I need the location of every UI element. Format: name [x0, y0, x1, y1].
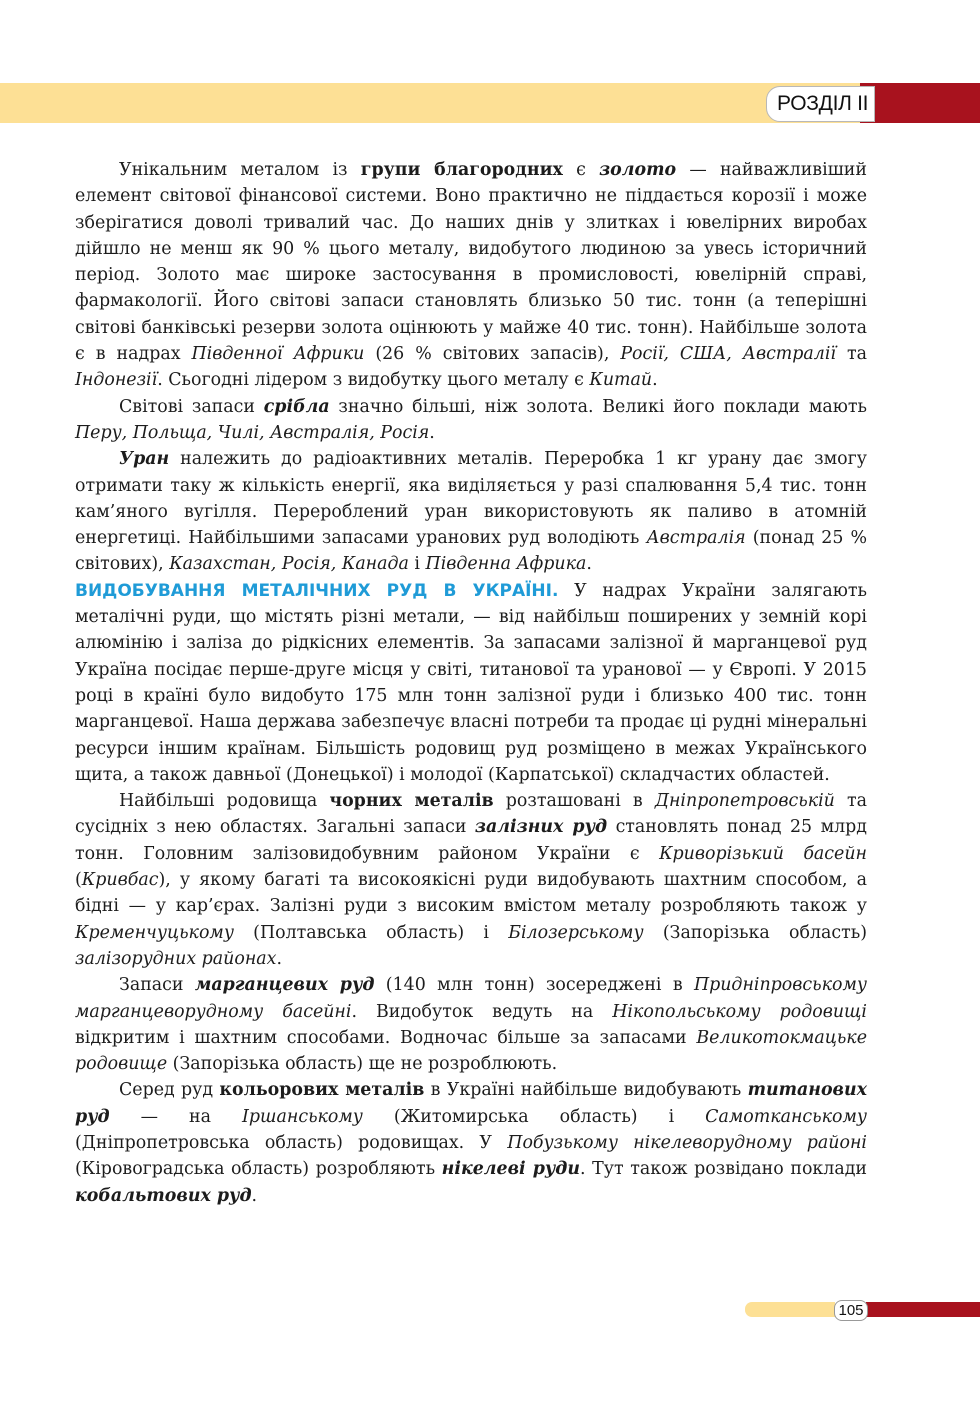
text: значно більші, ніж золота. Великі його поклади мають [329, 396, 867, 417]
paragraph-uranium [75, 446, 867, 577]
section-heading: ВИДОБУВАННЯ МЕТАЛІЧНИХ РУД В УКРАЇНІ. [75, 580, 559, 601]
text: . [276, 948, 283, 969]
text: Запаси [119, 975, 195, 996]
page-body [75, 157, 867, 1209]
place-name: Австралія [646, 528, 746, 549]
paragraph-nonferrous [75, 1077, 867, 1208]
text: належить до радіоактивних металів. Переробка 1 кг урану дає змогу отримати таку ж кількість енергії, яка виділяється у разі спалювання 5,4 тис. тонн кам’яного вугілля. Перероблений уран використовують як паливо в атомній енергетиці. Найбільшими запасами уранових руд володіють [75, 449, 867, 549]
text: . [251, 1185, 258, 1206]
place-name: Росії, США, Австралії [620, 344, 836, 365]
place-name: Китай [589, 370, 653, 391]
text: (Житомирська область) і [362, 1106, 706, 1127]
place-name: Кривбас [81, 870, 159, 891]
text: . Видобуток ведуть на [351, 1001, 613, 1022]
text: та сусідніх з нею областях. Загальні запаси [75, 791, 867, 838]
text: . [652, 370, 658, 391]
place-name: Іршанському [242, 1106, 363, 1127]
key-term: залізних руд [474, 817, 608, 838]
text: (Полтавська область) і [233, 922, 509, 943]
text: — на [109, 1106, 243, 1127]
key-term: нікелеві руди [441, 1159, 581, 1180]
text: та [836, 344, 867, 365]
key-term: Уран [119, 449, 170, 470]
footer-accent [866, 1302, 980, 1317]
paragraph-gold [75, 157, 867, 394]
place-name: Перу, Польща, Чилі, Австралія, Росія [75, 422, 430, 443]
text: . Тут також розвідано поклади [580, 1159, 867, 1180]
place-name: Казахстан, Росія, Канада [169, 554, 409, 575]
text: відкритим і шахтним способами. Водночас більше за запасами [75, 1027, 697, 1048]
header-accent [860, 83, 980, 123]
text: (Запорізька область) ще не розроблюють. [167, 1054, 558, 1075]
key-term: золото [599, 160, 677, 180]
text: і [408, 554, 426, 575]
place-name: Кременчуцькому [75, 922, 234, 943]
place-name: Великотокмацьке родовище [75, 1027, 867, 1075]
place-name: Побузькому нікелеворудному районі [507, 1132, 867, 1153]
place-name: Криворізький басейн [659, 843, 867, 864]
text: (Кіровоградська область) розробляють [75, 1159, 442, 1180]
text: (Дніпропетровська область) родовищах. У [75, 1132, 508, 1153]
footer-band [745, 1302, 835, 1317]
text: в Україні найбільше видобувають [424, 1080, 748, 1101]
text: є [562, 160, 600, 180]
text: ), у якому багаті та високоякісні руди видобувають шахтним способом, а бідні — у кар’єрах. Залізні руди з високим вмістом металу розробляють також у [75, 870, 867, 917]
place-name: Дніпропетровській [654, 791, 835, 812]
text: Світові запаси [119, 396, 264, 417]
place-name: залізорудних районах [75, 948, 277, 969]
key-term: кобальтових руд [75, 1185, 252, 1206]
bold-term: групи благородних [360, 160, 563, 180]
text: У надрах України залягають металічні руди, що містять різні метали, — від найбільш поширених у земній корі алюмінію і заліза до рідкісних елементів. За запасами залізної й марганцевої руд Україна посідає перше-друге місця у світі, титанової та уранової — у Європі. У 2015 році в країні було видобуто 175 млн тонн залізної руди і близько 400 тис. тонн марганцевої. Наша держава забезпечує власні потреби та продає ці рудні мінеральні ресурси іншим країнам. Більшість родовищ руд розміщено в межах Українського щита, а також давньої (Донецької) і молодої (Карпатської) складчастих областей. [75, 580, 867, 785]
bold-term: чорних металів [329, 791, 494, 812]
text: . [429, 422, 435, 443]
key-term: марганцевих руд [194, 975, 375, 996]
text: — найважливіший елемент світової фінансової системи. Воно практично не піддається корозії і може зберігатися доволі тривалий час. До наших днів у злитках і ювелірних виробах дійшло не менш як 90 % цього металу, видобутого людиною за увесь історичний період. Золото має широке застосування в промисловості, ювелірній справі, фармакології. Його світові запаси становлять близько 50 тис. тонн (а теперішні світові банківські резерви золота оцінюють у майже 40 тис. тонн). Найбільше золота є в надрах [75, 160, 867, 365]
bold-term: кольорових металів [219, 1080, 425, 1101]
text: (понад 25 % світових), [75, 528, 867, 575]
text: Серед руд [119, 1080, 220, 1101]
place-name: Самотканському [705, 1106, 867, 1127]
paragraph-ukraine-ores [75, 578, 867, 788]
place-name: Придніпровському марганцеворудному басейні [75, 975, 867, 1022]
paragraph-silver [75, 394, 867, 447]
key-term: титанових руд [75, 1080, 867, 1127]
place-name: Білозерському [508, 922, 644, 943]
paragraph-manganese [75, 972, 867, 1077]
place-name: Південної Африки [191, 344, 365, 365]
place-name: Нікопольському родовищі [612, 1001, 867, 1022]
text: становлять понад 25 млрд тонн. Головним залізовидобувним районом України є [75, 817, 867, 864]
text: (Запорізька область) [643, 922, 867, 943]
text: . [586, 554, 592, 575]
key-term: срібла [263, 396, 330, 417]
text: ( [75, 870, 82, 891]
text: Унікальним металом із [119, 160, 361, 180]
text: Найбільші родовища [119, 791, 330, 812]
page-number: 105 [834, 1300, 868, 1321]
section-label: РОЗДІЛ ІІ [766, 86, 875, 122]
place-name: Південна Африка [425, 554, 587, 575]
text: розташовані в [493, 791, 655, 812]
place-name: Індонезії [75, 370, 158, 391]
text: . Сьогодні лідером з видобутку цього металу є [157, 370, 590, 391]
paragraph-ferrous [75, 788, 867, 972]
text: (26 % світових запасів), [364, 344, 621, 365]
text: (140 млн тонн) зосереджені в [374, 975, 694, 996]
